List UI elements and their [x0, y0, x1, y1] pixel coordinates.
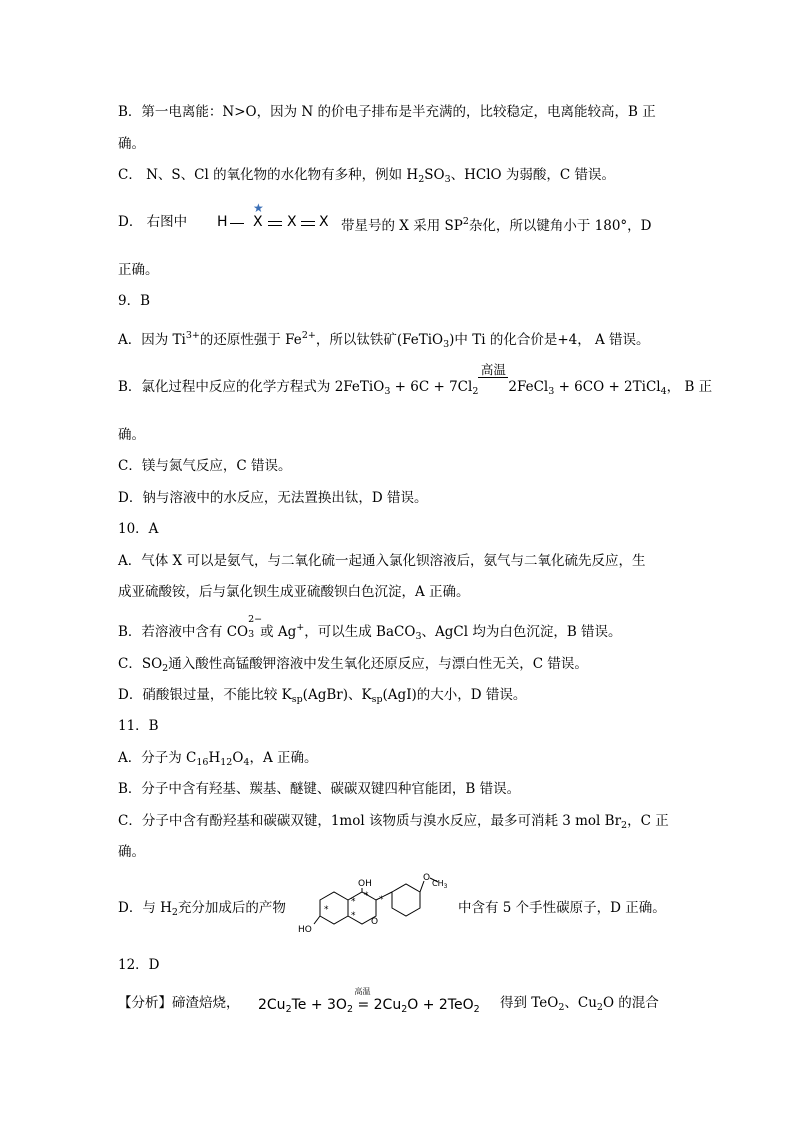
q9-option-b-line2: 确。 [118, 427, 145, 443]
svg-text:*: * [351, 911, 356, 921]
q12-answer: 12．D [118, 957, 160, 973]
q12-analysis: 【分析】碲渣焙烧， [118, 995, 240, 1011]
q11-option-c-line1: C．分子中含有酚羟基和碳碳双键，1mol 该物质与溴水反应，最多可消耗 3 mol $Br_2$，C 正 [118, 813, 669, 831]
q8-option-b-line1: B．第一电离能：N>O，因为 N 的价电子排布是半充满的，比较稳定，电离能较高，B 正 [118, 104, 656, 120]
svg-text:HO: HO [298, 925, 312, 935]
q11-option-a: A．分子为 $C_{16}H_{12}O_4$，A 正确。 [118, 750, 318, 768]
q8-option-b-line2: 确。 [118, 136, 145, 152]
h-x-x-x-structure: H X ★ X X [217, 201, 329, 230]
q11-option-b: B．分子中含有羟基、羰基、醚键、碳碳双键四种官能团，B 错误。 [118, 781, 521, 797]
q10-answer: 10．A [118, 521, 159, 537]
svg-text:CH3: $CH_3$ [432, 879, 448, 890]
q9-option-c: C．镁与氮气反应，C 错误。 [118, 458, 292, 474]
q10-option-a-line2: 成亚硫酸铵，后与氯化钡生成亚硫酸钡白色沉淀，A 正确。 [118, 584, 470, 600]
q11-option-d: D．与 $H_2$充分加成后的产物 [118, 900, 286, 918]
svg-text:O: O [423, 873, 431, 883]
svg-text:*: * [324, 905, 329, 915]
svg-text:OH: OH [358, 879, 372, 889]
q8-option-d-line2: 正确。 [118, 262, 159, 278]
hydrogenated-product-structure [296, 868, 456, 942]
svg-text:O: O [371, 917, 379, 927]
svg-text:*: * [379, 895, 384, 905]
q11-option-d-tail: 中含有 5 个手性碳原子，D 正确。 [458, 900, 666, 916]
q10-option-a-line1: A．气体 X 可以是氨气，与二氧化硫一起通入氯化钡溶液后，氨气与二氧化硫先反应，生 [118, 553, 646, 569]
q12-roasting-equation: $2Cu_2Te + 3O_2$ 高温 = $2Cu_2O + 2TeO_2$ [258, 987, 480, 1015]
q9-option-a: A．因为 $Ti^{3+}$的还原性强于 $Fe^{2+}$，所以钛铁矿(FeTiO$_3$)中 Ti 的化合价是+4， A 错误。 [118, 330, 650, 350]
q11-option-c-line2: 确。 [118, 844, 145, 860]
svg-text:*: * [364, 891, 369, 901]
q9-answer: 9．B [118, 293, 151, 309]
q8-option-d-tail: 带星号的 X 采用 $SP^2$杂化，所以键角小于 180°，D [341, 216, 652, 234]
q8-option-d: D． 右图中 [118, 214, 188, 230]
q9-option-b: B．氯化过程中反应的化学方程式为 2FeTiO$_3$ + $6C + 7Cl_2$ 高温 2FeCl$_3$ + 6CO + 2TiCl$_4$， B 正 [118, 362, 713, 397]
svg-text:*: * [351, 897, 356, 907]
q10-option-b: B．若溶液中含有 CO 2− 3 或 Ag+，可以生成 BaCO$_3$、AgCl 均为白色沉淀，B 错误。 [118, 614, 622, 642]
q11-answer: 11．B [118, 718, 159, 734]
q10-option-c: C．$SO_2$通入酸性高锰酸钾溶液中发生氧化还原反应，与漂白性无关，C 错误。 [118, 656, 588, 674]
q8-option-c: C． N、S、Cl 的氧化物的水化物有多种，例如 $H_2SO_3$、HClO 为弱酸，C 错误。 [118, 167, 616, 185]
q9-option-d: D．钠与溶液中的水反应，无法置换出钛，D 错误。 [118, 490, 428, 506]
q12-analysis-tail: 得到 TeO$_2$、$Cu_2O$ 的混合 [500, 995, 659, 1013]
q10-option-d: D．硝酸银过量，不能比较 $K_{sp}(AgBr)$、$K_{sp}(AgI)$的大小，D 错误。 [118, 687, 527, 705]
star-icon: ★ [253, 201, 264, 215]
